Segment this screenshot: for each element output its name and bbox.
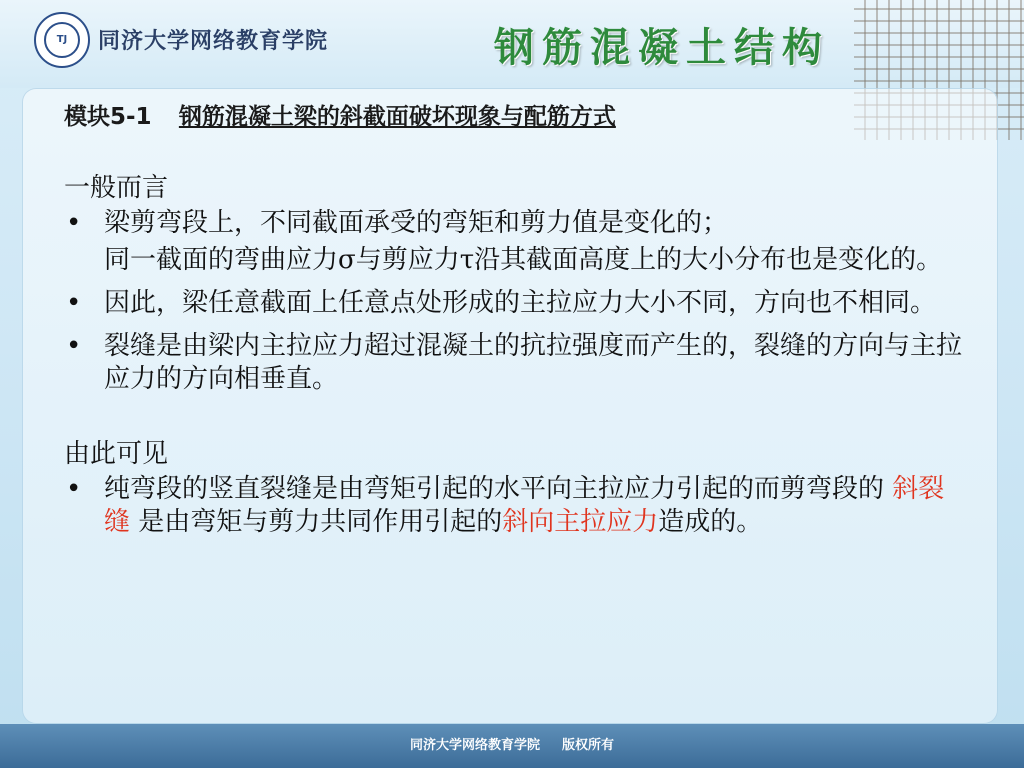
school-name: 同济大学网络教育学院 bbox=[98, 29, 329, 54]
section-heading-general: 一般而言 bbox=[64, 173, 169, 203]
slide-content bbox=[64, 172, 964, 549]
section-heading-conclusion: 由此可见 bbox=[64, 439, 169, 469]
bullet-item bbox=[64, 473, 964, 539]
bullet-item bbox=[64, 287, 964, 320]
footer-school: 同济大学网络教育学院 bbox=[409, 738, 540, 753]
module-tag: 模块5-1 bbox=[64, 104, 152, 130]
university-logo bbox=[34, 12, 90, 68]
header-banner bbox=[0, 0, 1024, 88]
highlight-oblique-principal-tension: 斜向主拉应力 bbox=[502, 507, 659, 537]
bullet-dot: • bbox=[66, 474, 82, 504]
bullet-text: 因此，梁任意截面上任意点处形成的主拉应力大小不同，方向也不相同。 bbox=[104, 288, 937, 318]
module-name: 钢筋混凝土梁的斜截面破坏现象与配筋方式 bbox=[178, 103, 616, 130]
bullet-text: 裂缝是由梁内主拉应力超过混凝土的抗拉强度而产生的，裂缝的方向与主拉应力的方向相垂直。 bbox=[104, 331, 963, 394]
bullet-text: 纯弯段的竖直裂缝是由弯矩引起的水平向主拉应力引起的而剪弯段的 bbox=[104, 474, 893, 504]
bullet-text: 是由弯矩与剪力共同作用引起的 bbox=[130, 507, 503, 537]
bullet-text: 梁剪弯段上，不同截面承受的弯矩和剪力值是变化的； bbox=[104, 208, 729, 238]
bullet-item bbox=[64, 330, 964, 396]
bullet-dot: • bbox=[66, 331, 82, 361]
bullet-text: 造成的。 bbox=[658, 507, 763, 537]
highlight-oblique-crack: 斜裂缝 bbox=[104, 474, 945, 537]
bullet-dot: • bbox=[66, 288, 82, 318]
bullet-dot: • bbox=[66, 208, 82, 238]
bullet-continuation: 同一截面的弯曲应力σ与剪应力τ沿其截面高度上的大小分布也是变化的。 bbox=[104, 245, 943, 275]
bullet-item bbox=[64, 207, 964, 240]
footer-bar bbox=[0, 724, 1024, 768]
course-title: 钢筋混凝土结构 bbox=[494, 25, 830, 71]
logo-emblem: TJ bbox=[44, 22, 80, 58]
module-title bbox=[64, 98, 616, 131]
footer-rights: 版权所有 bbox=[562, 738, 615, 753]
